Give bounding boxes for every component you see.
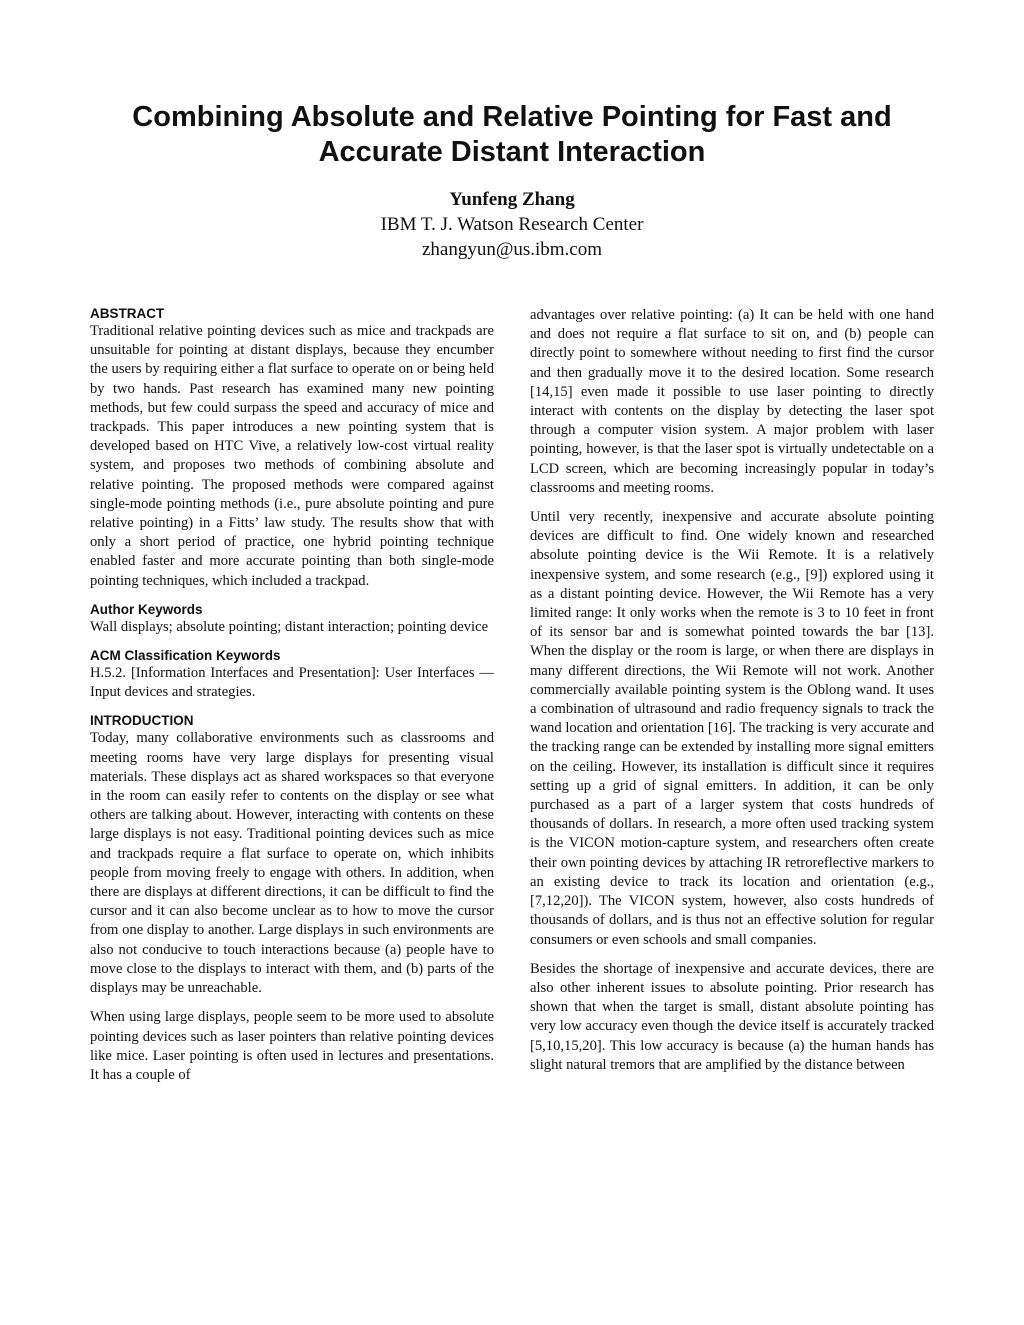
author-email: zhangyun@us.ibm.com	[421, 239, 603, 260]
body-paragraph-3: Besides the shortage of inexpensive and accurate devices, there are also other inherent issues to absolute pointing. Prior research has shown that when the target is small, distant absolute pointing has very low accuracy even though the device itself is accurately tracked [5,10,15,20]. This low accuracy is because (a) the human hands has slight natural tremors that are amplified by the distance between	[530, 960, 934, 1073]
author-keywords-text: Wall displays; absolute pointing; distant interaction; pointing device	[90, 618, 489, 635]
body-paragraph-2: Until very recently, inexpensive and accurate absolute pointing devices are difficult to find. One widely known and researched absolute pointing device is the Wii Remote. It is a relatively inexpensive system, and some research (e.g., [9]) explored using it as a distant pointing device. However, the Wii Remote has a very limited range: It only works when the remote is 3 to 10 feet in front of its sensor bar and is somewhat pointed towards the bar [13]. When the display or the room is large, or when there are displays in many different directions, the Wii Remote will not work. Another commercially available pointing system is the Oblong wand. It uses a combination of ultrasound and radio frequency signals to track the wand location and orientation [16]. The tracking is very accurate and the tracking range can be extended by installing more signal emitters on the ceiling. However, its installation is difficult since it requires setting up a grid of signal emitters. In addition, it can be only purchased as a part of a larger system that costs hundreds of thousands of dollars. In research, a more often used tracking system is the VICON motion-capture system, and researchers often create their own pointing devices by attaching IR retroreflective markers to an existing device to track its location and orientation (e.g., [7,12,20]). The VICON system, however, also costs hundreds of thousands of dollars, and is thus not an effective solution for regular consumers or even schools and small companies.	[530, 509, 934, 948]
author-block	[80, 187, 944, 262]
body-paragraph-1: advantages over relative pointing: (a) It can be held with one hand and does not require a flat surface to sit on, and (b) people can directly point to somewhere without needing to first find the cursor and then gradually move it to the desired location. Some research [14,15] even made it possible to use laser pointing to directly interact with contents on the display by detecting the laser spot through a computer vision system. A major problem with laser pointing, however, is that the laser spot is virtually undetectable on a LCD screen, which are becoming increasingly popular in today’s classrooms and meeting rooms.	[530, 307, 934, 496]
acm-classification-heading: ACM Classification Keywords	[90, 648, 281, 664]
author-affiliation: IBM T. J. Watson Research Center	[380, 214, 644, 235]
author-keywords-heading: Author Keywords	[90, 601, 203, 617]
introduction-paragraph-2: When using large displays, people seem to be more used to absolute pointing devices such as laser pointers than relative pointing devices like mice. Laser pointing is often used in lectures and presentations. It has a couple of	[90, 1009, 494, 1083]
introduction-paragraph-1: Today, many collaborative environments such as classrooms and meeting rooms have very large displays for presenting visual materials. These displays act as shared workspaces so that everyone in the room can easily refer to contents on the display or see what others are talking about. However, interacting with contents on these large displays is not easy. Traditional pointing devices such as mice and trackpads require a flat surface to operate on, which inhibits people from moving freely to engage with others. In addition, when there are displays at different directions, it can be difficult to find the cursor and it can also become unclear as to how to move the cursor from one display to another. Large displays in such environments are also not conducive to touch interactions because (a) people have to move close to the displays to interact with them, and (b) parts of the displays may be unreachable.	[90, 730, 494, 997]
acm-classification-text: H.5.2. [Information Interfaces and Presentation]: User Interfaces — Input devices and strategies.	[90, 665, 494, 701]
introduction-heading: INTRODUCTION	[90, 713, 194, 729]
abstract-heading: ABSTRACT	[90, 306, 165, 321]
left-column	[90, 305, 494, 1095]
author-name: Yunfeng Zhang	[449, 189, 575, 210]
paper-title: Combining Absolute and Relative Pointing for Fast and Accurate Distant Interaction	[132, 101, 892, 168]
right-column	[530, 306, 934, 1085]
abstract-text: Traditional relative pointing devices such as mice and trackpads are unsuitable for pointing at distant displays, because they encumber the users by requiring either a flat surface to operate on or being held by two hands. Past research has examined many new pointing methods, but few could surpass the speed and accuracy of mice and trackpads. This paper introduces a new pointing system that is developed based on HTC Vive, a relatively low-cost virtual reality system, and proposes two methods of combining absolute and relative pointing. The proposed methods were compared against single-mode pointing methods (i.e., pure absolute pointing and pure relative pointing) in a Fitts’ law study. The results show that with only a short period of practice, one hybrid pointing technique enabled faster and more accurate pointing than both single-mode pointing techniques, which included a trackpad.	[90, 323, 494, 589]
